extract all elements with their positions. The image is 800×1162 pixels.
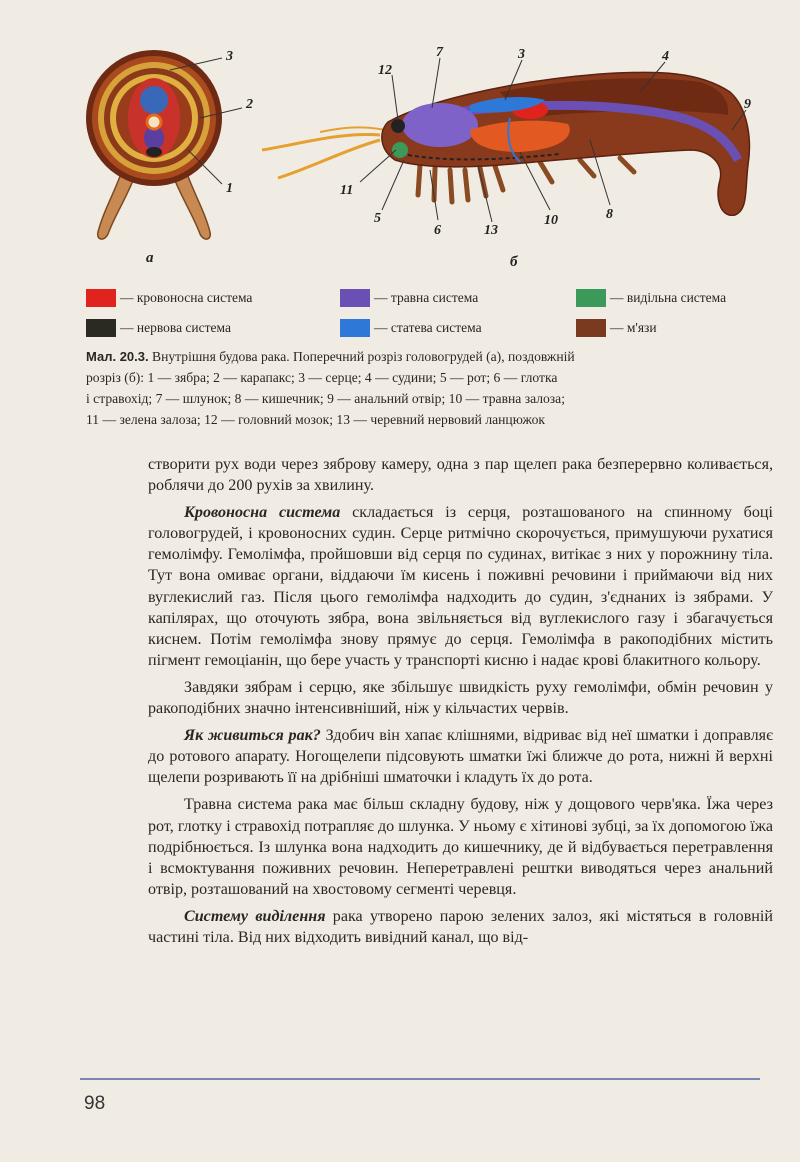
label-b-6: 6: [434, 223, 441, 238]
legend-swatch: [576, 289, 606, 307]
label-b-7: 7: [436, 45, 443, 60]
label-a-1: 1: [226, 181, 233, 196]
label-b-9: 9: [744, 97, 751, 112]
legend-label: — кровоносна система: [120, 290, 253, 305]
legend-item-circulatory: [86, 287, 252, 309]
body-text: [148, 454, 773, 954]
legend-label: — статева система: [374, 320, 482, 335]
figure-caption: [86, 346, 766, 430]
legend-swatch: [340, 319, 370, 337]
heading-circulatory: Кровоносна система: [184, 504, 341, 522]
paragraph-1: створити рух води через зяброву камеру, одна з пар щелеп рака безперервно коливається, роблячи до 200 рухів за хвилину.: [148, 456, 773, 495]
paragraph-4: [148, 725, 773, 788]
legend-swatch: [86, 319, 116, 337]
crayfish-anatomy-figure: [0, 0, 800, 280]
legend-item-digestive: [340, 287, 478, 309]
legend-item-muscles: [576, 317, 657, 339]
sub-label-b: б: [510, 254, 518, 270]
label-a-2: 2: [246, 97, 253, 112]
label-b-10: 10: [544, 213, 558, 228]
caption-line-4: 11 — зелена залоза; 12 — головний мозок; 13 — черевний нервовий ланцюжок: [86, 412, 545, 427]
color-legend: [86, 287, 786, 343]
label-b-5: 5: [374, 211, 381, 226]
caption-lead: Мал. 20.3.: [86, 349, 149, 364]
heading-excretory: Систему виділення: [184, 907, 326, 925]
legend-item-nervous: [86, 317, 231, 339]
legend-swatch: [340, 289, 370, 307]
paragraph-6: [148, 906, 773, 948]
caption-line-2: розріз (б): 1 — зябра; 2 — карапакс; 3 — серце; 4 — судини; 5 — рот; 6 — глотка: [86, 370, 558, 385]
legend-label: — видільна система: [610, 290, 727, 305]
sub-label-a: а: [146, 250, 154, 266]
label-b-13: 13: [484, 223, 498, 238]
legend-label: — травна система: [374, 290, 479, 305]
paragraph-5: Травна система рака має більш складну будову, ніж у дощового черв'яка. Їжа через рот, глотку і стравохід потрапляє до шлунка. У ньому є хітинові зубці, за їх допомогою їжа подрібнюється. Із шлунка вона надходить до кишечнику, де й відбувається перетравлення і всмоктування поживних речовин. Неперетравлені рештки виводяться через анальний отвір, розташований на хвостовому сегменті черевця.: [148, 796, 773, 898]
label-b-3: 3: [518, 47, 525, 62]
label-a-3: 3: [226, 49, 233, 64]
paragraph-4-text: Здобич він хапає клішнями, відриває від неї шматки і доправляє до ротового апарату. Ногощелепи підсовують шматки їжі ближче до рота, нижні й верхні щелепи розривають її на дрібніші шматочки і кладуть їх до рота.: [148, 727, 773, 787]
legend-label: — м'язи: [610, 320, 657, 335]
label-b-12: 12: [378, 63, 392, 78]
paragraph-6-text: рака утворено парою зелених залоз, які містяться в головній частині тіла. Від них відходить вивідний канал, що від-: [148, 907, 773, 946]
paragraph-2-text: складається із серця, розташованого на спинному боці головогрудей, і кровоносних судин. Серце ритмічно скорочується, примушуючи рухатися гемолімфу. Гемолімфа, пройшовши від серця по судинах, витікає з них у порожнину тіла. Тут вона омиває органи, віддаючи їм кисень і поживні речовини і приймаючи від них вуглекислий газ. Після цього гемолімфа надходить до судин, з'єднаних із зябрами. У капілярах, що оточують зябра, вона звільняється від вуглекислого газу і збагачується киснем. Потім гемолімфа знову прямує до серця. Гемолімфа в ракоподібних містить пігмент гемоціанін, що бере участь у транспорті кисню і надає крові блакитного кольору.: [148, 504, 773, 669]
legend-label: — нервова система: [120, 320, 231, 335]
crayfish-illustration: [0, 0, 800, 280]
caption-line-3: і стравохід; 7 — шлунок; 8 — кишечник; 9 — анальний отвір; 10 — травна залоза;: [86, 391, 565, 406]
caption-line-1: Внутрішня будова рака. Поперечний розріз головогрудей (а), поздовжній: [148, 349, 575, 364]
legend-swatch: [576, 319, 606, 337]
legend-item-excretory: [576, 287, 726, 309]
paragraph-3: Завдяки зябрам і серцю, яке збільшує швидкість руху гемолімфи, обмін речовин у ракоподібних значно інтенсивніший, ніж у кільчастих червів.: [148, 678, 773, 718]
label-b-4: 4: [662, 49, 669, 64]
heading-feeding: Як живиться рак?: [184, 727, 321, 745]
cross-section-a: [86, 50, 242, 239]
label-b-8: 8: [606, 207, 613, 222]
legend-swatch: [86, 289, 116, 307]
footer-rule: [80, 1078, 760, 1080]
paragraph-2: [148, 502, 773, 671]
legend-item-reproductive: [340, 317, 482, 339]
label-b-11: 11: [340, 183, 354, 198]
longitudinal-section-b: [262, 58, 749, 222]
page-number: 98: [84, 1093, 106, 1114]
